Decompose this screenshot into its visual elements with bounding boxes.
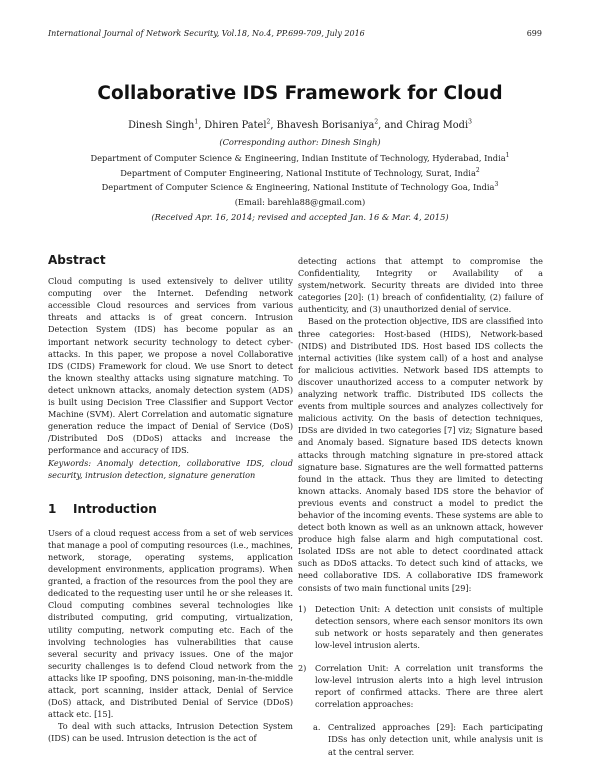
page-number: 699: [526, 29, 542, 38]
running-header: International Journal of Network Security, Vol.18, No.4, PP.699-709, July 2016: [48, 29, 365, 38]
paper-title: Collaborative IDS Framework for Cloud: [97, 83, 503, 104]
author-name: Chirag Modi: [405, 120, 469, 131]
intro-paragraph: To deal with such attacks, Intrusion Detection System (IDS) can be used. Intrusion detection is the act of: [48, 721, 293, 744]
author-separator: , and: [378, 120, 406, 131]
body-paragraph: detecting actions that attempt to compromise the Confidentiality, Integrity or Availability of a system/network. Security threats are divided into three categories [20]: (1) breach of confidentiality, (2) failure of authenticity, and (3) unauthorized denial of service.: [298, 256, 543, 315]
list-item-text: Correlation Unit: A correlation unit transforms the low-level intrusion alerts into a high level intrusion report of confirmed attacks. There are three alert correlation approaches:: [315, 663, 543, 710]
keywords: Keywords: Anomaly detection, collaborative IDS, cloud security, intrusion detection, signature generation: [48, 457, 293, 480]
abstract-body: Cloud computing is used extensively to deliver utility computing over the Internet. Defending network accessible Cloud resources and services from various threats and attacks is of great concern. Intrusion Detection System (IDS) has become popular as an important network security technology to detect cyber-attacks. In this paper, we propose a novel Collaborative IDS (CIDS) Framework for cloud. We use Snort to detect the known stealthy attacks using signature matching. To detect unknown attacks, anomaly detection system (ADS) is built using Decision Tree Classifier and Support Vector Machine (SVM). Alert Correlation and automatic signature generation reduce the impact of Denial of Service (DoS) /Distributed DoS (DDoS) attacks and increase the performance and accuracy of IDS.: [48, 276, 293, 456]
affiliation-text: Department of Computer Science & Engineering, National Institute of Technology Goa, India: [101, 182, 495, 192]
list-marker: 2): [298, 663, 307, 673]
received-dates: (Received Apr. 16, 2014; revised and accepted Jan. 16 & Mar. 4, 2015): [151, 212, 449, 222]
affiliation: [0, 168, 600, 178]
author-affil-mark: 1: [194, 118, 199, 126]
author-name: Dhiren Patel: [204, 120, 267, 131]
author-separator: ,: [198, 120, 205, 131]
section-heading: [48, 503, 293, 515]
list-item: [298, 662, 543, 758]
author-affil-mark: 3: [468, 118, 472, 126]
abstract-heading: Abstract: [48, 253, 106, 267]
intro-paragraph: Users of a cloud request access from a set of web services that manage a pool of computing resources (i.e., machines, network, storage, operating systems, application development environments, application programs). When granted, a fraction of the resources from the pool they are dedicated to the requesting user until he or she releases it. Cloud computing combines several technologies like distributed computing, grid computing, virtualization, utility computing, network computing etc. Each of the involving technologies has vulnerabilities that cause several security and privacy issues. One of the major security challenges is to defend Cloud network from the attacks like IP spoofing, DNS poisoning, man-in-the-middle attack, port scanning, insider attack, Denial of Service (DoS) attack, and Distributed Denial of Service (DDoS) attack etc. [15].: [48, 527, 293, 720]
affiliation-mark: 1: [505, 152, 510, 160]
affiliation: [0, 182, 600, 192]
affiliation-text: Department of Computer Engineering, National Institute of Technology, Surat, India: [120, 168, 476, 178]
corresponding-author: (Corresponding author: Dinesh Singh): [219, 137, 381, 147]
list-marker: 1): [298, 603, 307, 614]
author-email: (Email: barehla88@gmail.com): [234, 197, 366, 207]
functional-units-list: [298, 603, 543, 758]
author-affil-mark: 2: [266, 118, 271, 126]
affiliation-mark: 3: [494, 181, 499, 189]
affiliation-mark: 2: [475, 167, 480, 175]
section-title: Introduction: [73, 501, 157, 516]
right-column: [298, 255, 543, 769]
affiliation-text: Department of Computer Science & Engineering, Indian Institute of Technology, Hyderabad, India: [90, 153, 506, 163]
section-number: 1: [48, 501, 57, 516]
sublist-item-text: Centralized approaches [29]: Each participating IDSs has only detection unit, while analysis unit is at the central server.: [328, 722, 543, 757]
sublist-item: [298, 721, 543, 757]
list-item: [298, 603, 543, 651]
author-separator: ,: [270, 120, 277, 131]
author-name: Dinesh Singh: [128, 120, 195, 131]
affiliation: [0, 153, 600, 163]
list-item-text: Detection Unit: A detection unit consists of multiple detection sensors, where each sensor monitors its own sub network or hosts separately and then generates low-level intrusion alerts.: [315, 603, 543, 650]
author-affil-mark: 2: [374, 118, 379, 126]
left-column: [48, 250, 293, 744]
sublist-marker: a.: [313, 722, 321, 733]
author-name: Bhavesh Borisaniya: [276, 120, 375, 131]
body-paragraph: Based on the protection objective, IDS are classified into three categories: Host-based (HIDS), Network-based (NIDS) and Distributed IDS. Host based IDS collects the internal activities (like system call) of a host and analyse for malicious activities. Network based IDS attempts to discover unauthorized access to a computer network by analyzing network traffic. Distributed IDS collects the events from multiple sources and analyzes collectively for malicious activity. On the basis of detection techniques, IDSs are divided in two categories [7] viz; Signature based and Anomaly based. Signature based IDS detects known attacks through matching signature in pre-stored attack signature base. Signatures are the well formatted patterns found in the attack. Thus they are limited to detecting known attacks. Anomaly based IDS store the behavior of previous events and construct a model to predict the behavior of the incoming events. These systems are able to detect both known as well as an unknown attack, however produce high false alarm and high computational cost. Isolated IDSs are not able to detect coordinated attack such as DDoS attacks. To detect such kind of attacks, we need collaborative IDS. A collaborative IDS framework consists of two main functional units [29]:: [298, 316, 543, 593]
author-list: [0, 120, 600, 131]
